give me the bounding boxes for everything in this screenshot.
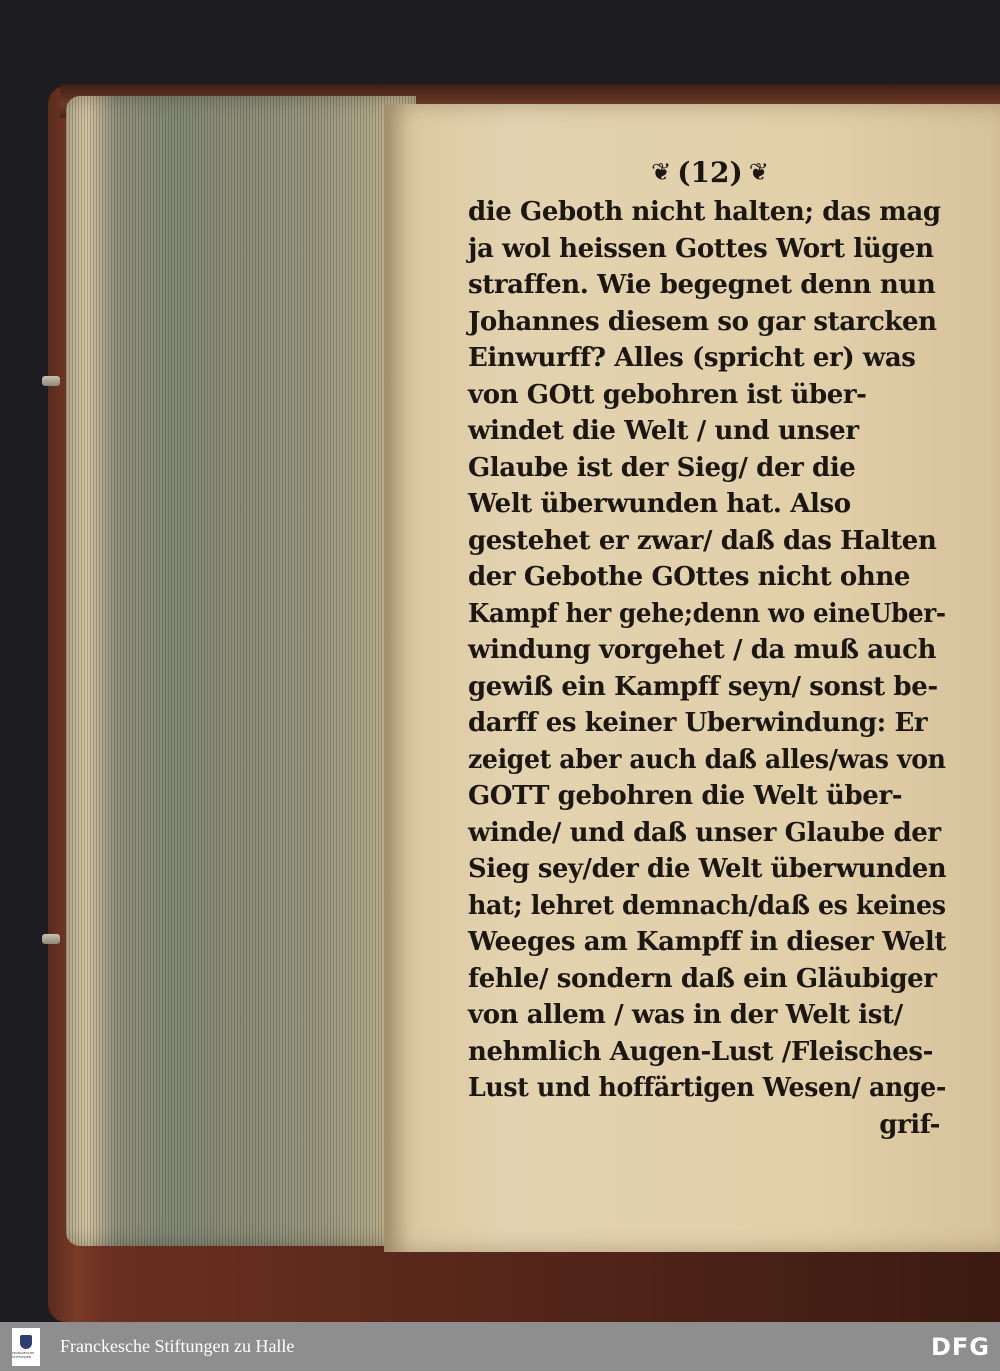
ornament-left-icon: ❦: [651, 158, 672, 186]
text-line: winde/ und daß unser Glaube der: [468, 817, 941, 848]
text-line: Welt überwunden hat. Also: [468, 489, 851, 519]
institution-name[interactable]: Franckesche Stiftungen zu Halle: [60, 1336, 295, 1356]
body-text: [468, 194, 946, 1143]
text-line: darff es keiner Uberwindung: Er: [468, 708, 928, 738]
text-line: von GOtt gebohren ist über-: [468, 379, 867, 410]
page-header: [620, 150, 800, 194]
text-line: gewiß ein Kampff seyn/ sonst be-: [468, 671, 938, 702]
clasp-pin-bottom: [42, 934, 60, 944]
text-line: Glaube ist der Sieg/ der die: [468, 452, 856, 483]
text-line: Einwurff? Alles (spricht er) was: [468, 343, 916, 373]
text-line: die Geboth nicht halten; das mag: [468, 197, 941, 227]
page-number: (12): [677, 155, 743, 189]
text-line: straffen. Wie begegnet denn nun: [468, 270, 936, 300]
text-line: Lust und hoffärtigen Wesen/ ange-: [468, 1073, 946, 1103]
logo-text: FRANCKESCHE STIFTUNGEN: [12, 1350, 35, 1359]
text-line: Kampf her gehe;denn wo eineUber-: [468, 598, 946, 629]
text-line: GOTT gebohren die Welt über-: [468, 781, 903, 811]
clasp-pin-top: [42, 376, 60, 386]
text-line: hat; lehret demnach/daß es keines: [468, 890, 946, 921]
text-line: von allem / was in der Welt ist/: [468, 1000, 903, 1030]
ornament-right-icon: ❦: [748, 158, 769, 186]
text-line: der Gebothe GOttes nicht ohne: [468, 562, 911, 592]
institution-logo-icon[interactable]: [12, 1328, 40, 1366]
viewer-footer-bar: [0, 1322, 1000, 1371]
text-line: fehle/ sondern daß ein Gläubiger: [468, 963, 937, 994]
text-line: nehmlich Augen-Lust /Fleisches-: [468, 1036, 933, 1067]
catchword: grif-: [879, 1109, 940, 1140]
text-line: windung vorgehet / da muß auch: [468, 635, 937, 665]
text-line: Sieg sey/der die Welt überwunden: [468, 854, 947, 884]
text-line: ja wol heissen Gottes Wort lügen: [468, 233, 934, 264]
text-line: zeiget aber auch daß alles/was von: [468, 744, 946, 775]
text-line: windet die Welt / und unser: [468, 416, 859, 446]
logo-mark: [20, 1335, 32, 1349]
dfg-logo[interactable]: DFG: [930, 1332, 990, 1361]
text-line: gestehet er zwar/ daß das Halten: [468, 525, 937, 556]
text-line: Weeges am Kampff in dieser Welt: [468, 927, 947, 957]
text-line: Johannes diesem so gar starcken: [468, 306, 937, 337]
page-block-edge: [66, 96, 416, 1246]
